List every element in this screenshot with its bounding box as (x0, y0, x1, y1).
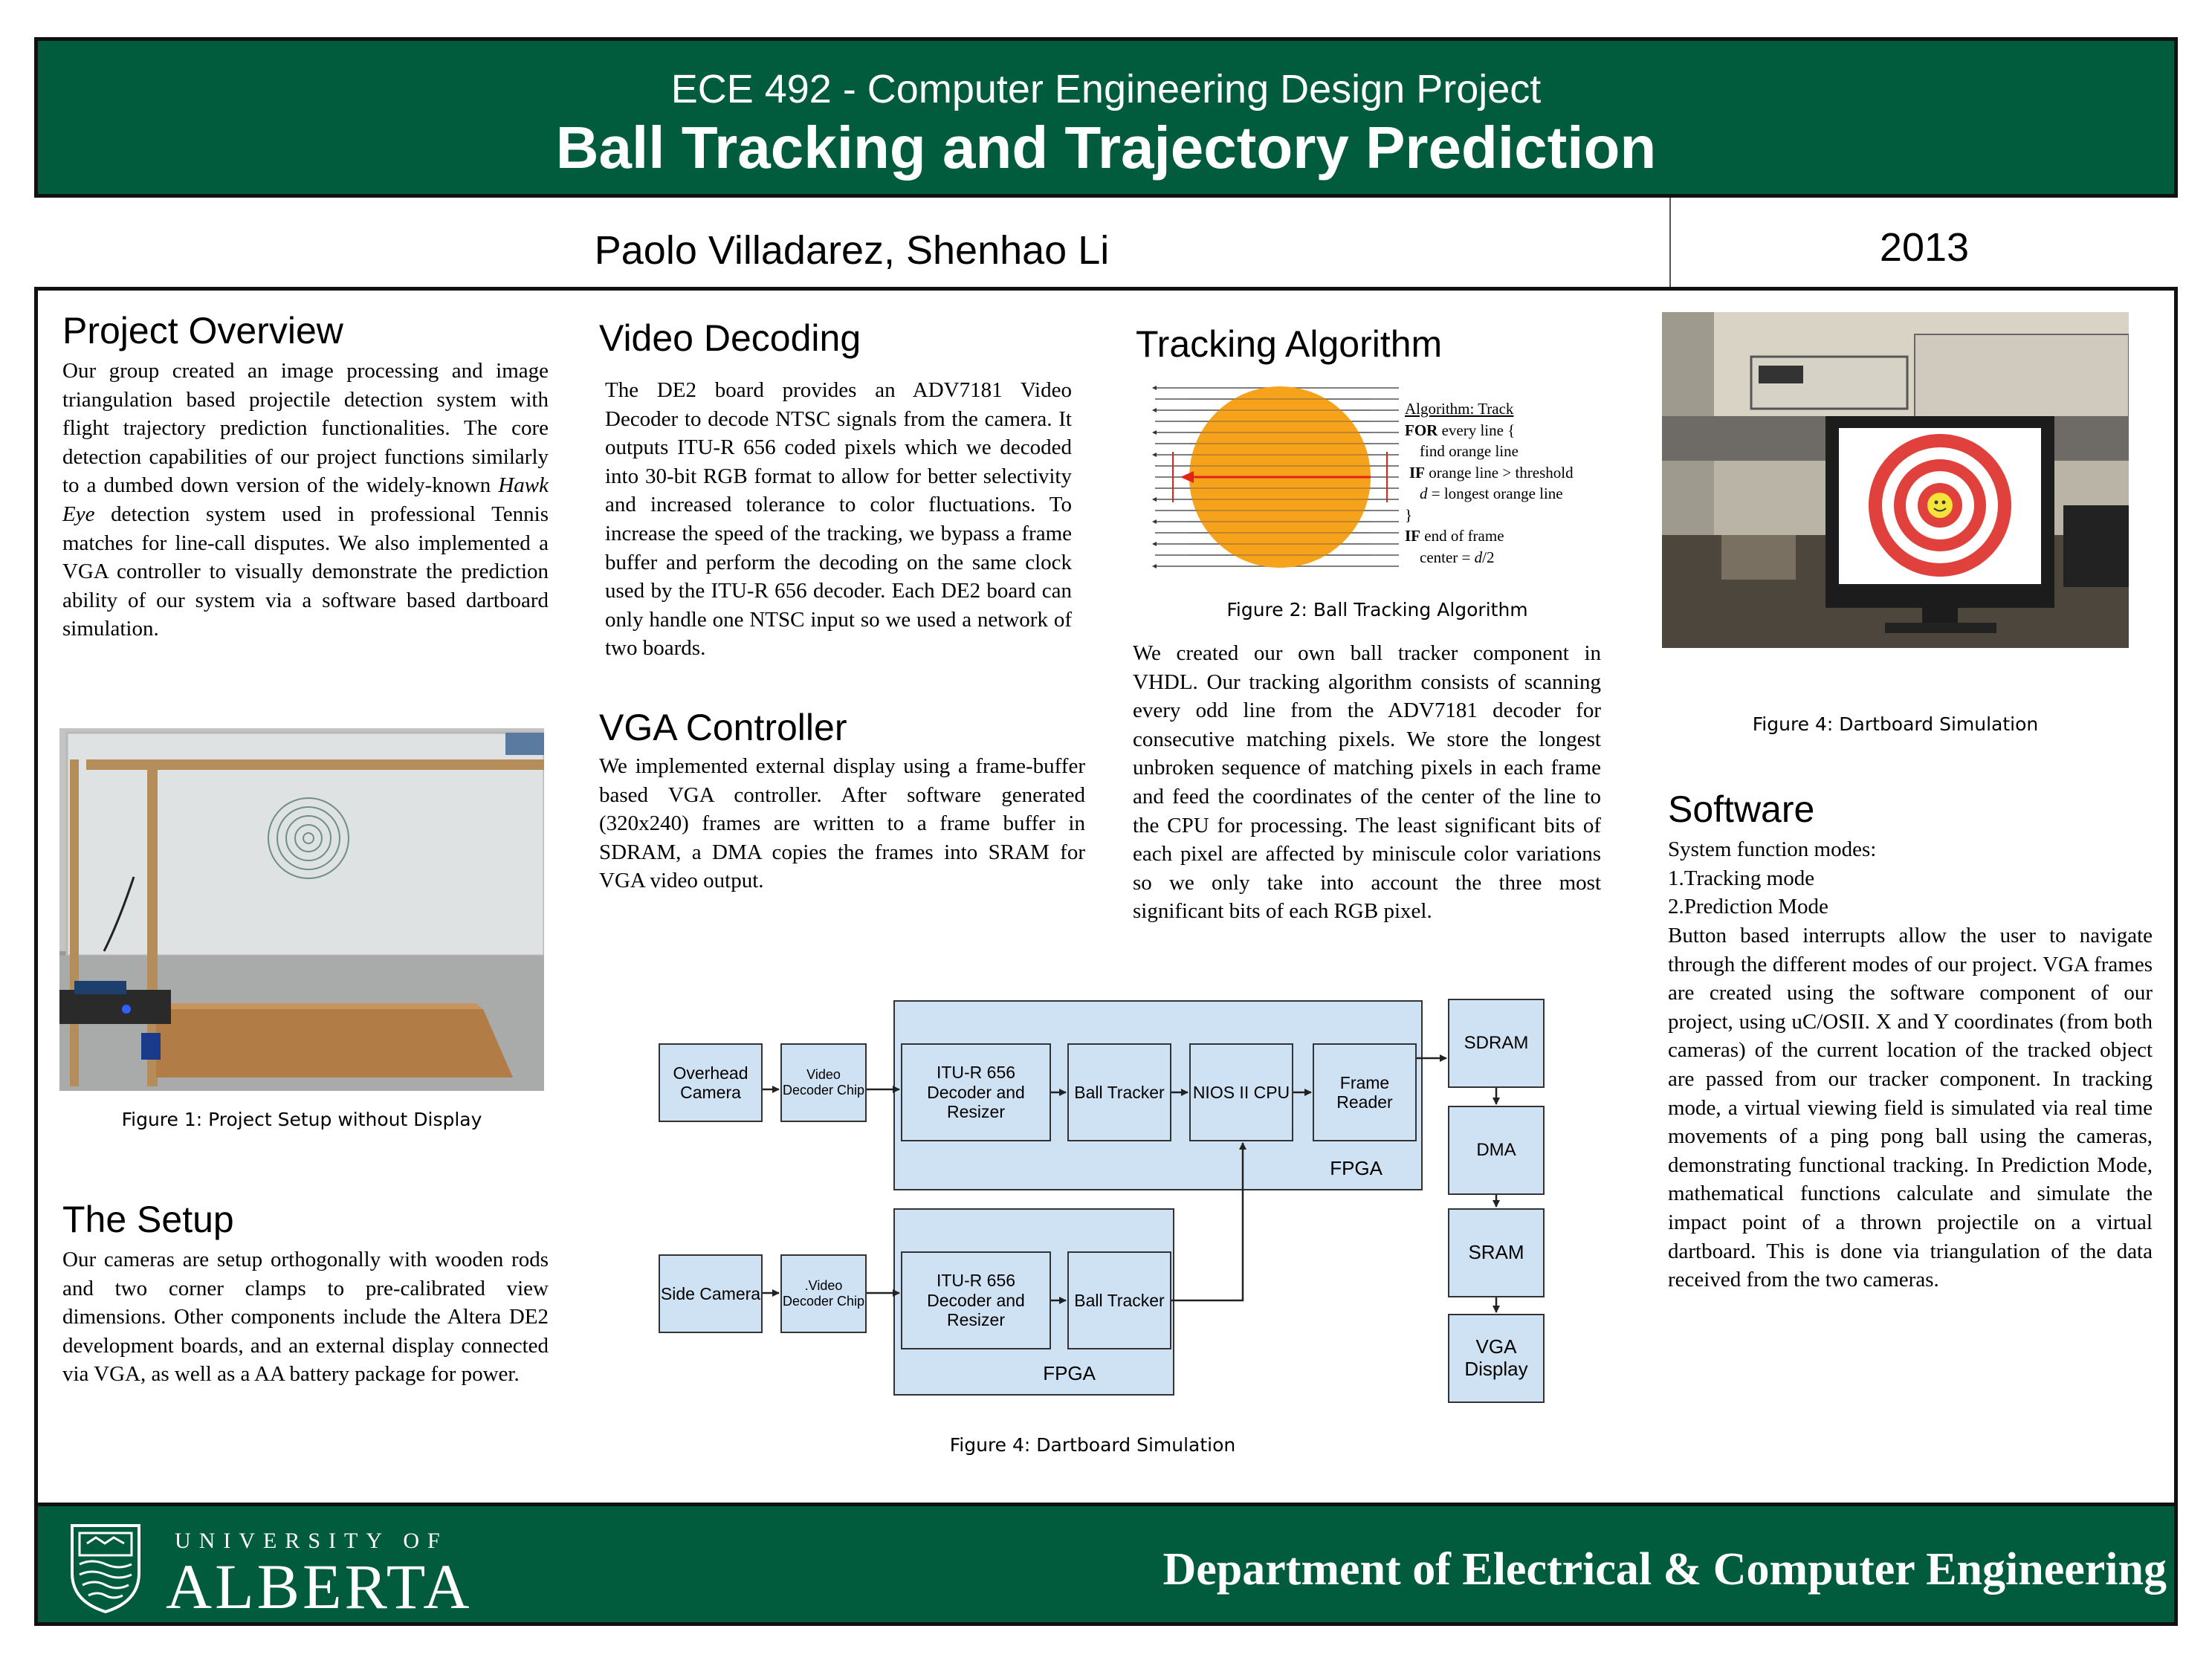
software-line-1: System function modes: (1668, 837, 1877, 861)
video-decoder-chip-block: Video Decoder Chip (780, 1043, 867, 1122)
algorithm-title: Algorithm: Track (1405, 400, 1514, 418)
video-decoding-text: The DE2 board provides an ADV7181 Video Decoder to decode NTSC signals from the camera. It outputs ITU-R 656 coded pixels which we decoded into 30-bit RGB format to allow for better selectivity and increased tolerance to color fluctuations. To increase the speed of the tracking, we bypass a frame buffer and perform the decoding on the same clock used by the ITU-R 656 decoder. Each DE2 board can only handle one NTSC input so we used a network of two boards. (605, 378, 1072, 661)
poster-footer (34, 1503, 2178, 1626)
itu-decoder-block: ITU-R 656 Decoder and Resizer (901, 1043, 1051, 1141)
vga-heading: VGA Controller (599, 707, 847, 748)
author-row (34, 198, 2178, 287)
algorithm-line-2: find orange line (1420, 442, 1519, 460)
department-name: Department of Electrical & Computer Engineering (1162, 1544, 2167, 1595)
sram-block: SRAM (1448, 1208, 1545, 1297)
dartboard-photo-image (1662, 312, 2129, 648)
overview-heading: Project Overview (62, 310, 343, 351)
diagram-caption: Figure 4: Dartboard Simulation (949, 1434, 1236, 1456)
university-crest-icon (66, 1521, 145, 1615)
ball-tracker-block-2: Ball Tracker (1067, 1251, 1171, 1349)
fpga-label-2: FPGA (1043, 1362, 1096, 1384)
ball-scan-figure (1151, 377, 1403, 577)
poster-title: Ball Tracking and Trajectory Prediction (555, 114, 1657, 181)
figure1-caption: Figure 1: Project Setup without Display (121, 1109, 482, 1130)
software-line-3: 2.Prediction Mode (1668, 895, 1828, 919)
algorithm-pseudocode (1405, 398, 1574, 568)
authors: Paolo Villadarez, Shenhao Li (594, 228, 1110, 273)
itu-decoder-block-2: ITU-R 656 Decoder and Resizer (901, 1251, 1051, 1349)
overview-text: Our group created an image processing and image triangulation based projectile detection system with flight trajectory prediction functionalities. The core detection capabilities of our project functions similarly to a dumbed down version of the widely-known Hawk Eye detection system used in professional Tennis matches for line-call disputes. We also implemented a VGA controller to visually demonstrate the prediction ability of our system via a software based dartboard simulation. (62, 359, 549, 641)
algorithm-line-4: d = longest orange line (1420, 485, 1563, 502)
vga-display-block: VGA Display (1448, 1314, 1545, 1403)
dma-block: DMA (1448, 1106, 1545, 1195)
figure2-caption: Figure 2: Ball Tracking Algorithm (1226, 599, 1528, 620)
algorithm-line-7: center = d/2 (1420, 548, 1495, 566)
fpga-label-1: FPGA (1330, 1157, 1382, 1179)
year: 2013 (1879, 225, 1970, 270)
software-text: Button based interrupts allow the user to navigate through the different modes of our project. VGA frames are created using the software component of our project, using uC/OSII. X and Y coordinates (from both cameras) of the current location of the tracked object are passed from our tracker component. In tracking mode, a virtual viewing field is simulated via real time movements of a ping pong ball using the cameras, demonstrating functional tracking. In Prediction Mode, mathematical functions calculate and simulate the impact point of a thrown projectile on a virtual dartboard. This is done via triangulation of the data received from the two cameras. (1668, 924, 2153, 1292)
side-camera-block: Side Camera (659, 1254, 763, 1333)
university-line-2: ALBERTA (166, 1551, 473, 1622)
algorithm-line-3: IF orange line > threshold (1409, 463, 1574, 482)
overhead-camera-block: Overhead Camera (659, 1043, 763, 1122)
tracking-heading: Tracking Algorithm (1136, 323, 1443, 365)
figure4-caption: Figure 4: Dartboard Simulation (1752, 713, 2039, 735)
software-modes (1668, 835, 2153, 921)
algorithm-line-6: IF end of frame (1405, 527, 1504, 545)
ball-tracker-block: Ball Tracker (1067, 1043, 1171, 1141)
vga-text: We implemented external display using a frame-buffer based VGA controller. After software generated (320x240) frames are written to a frame buffer in SDRAM, a DMA copies the frames into SRAM for VGA video output. (599, 754, 1085, 893)
software-line-2: 1.Tracking mode (1668, 866, 1815, 890)
algorithm-line-1: FOR every line { (1405, 421, 1516, 439)
frame-reader-block: Frame Reader (1313, 1043, 1417, 1141)
video-decoder-chip-block-2: .Video Decoder Chip (780, 1254, 867, 1333)
setup-photo (59, 728, 544, 1091)
university-line-1: UNIVERSITY OF (175, 1529, 448, 1553)
setup-heading: The Setup (62, 1199, 234, 1240)
tracking-text: We created our own ball tracker component in VHDL. Our tracking algorithm consists of scanning every odd line from the ADV7181 decoder for consecutive matching pixels. We store the longest unbroken sequence of matching pixels in each frame and feed the coordinates of the center of the line to the CPU for processing. The least significant bits of each pixel are affected by miniscule color variations so we only take into account the three most significant bits of each RGB pixel. (1133, 641, 1601, 924)
course-subtitle: ECE 492 - Computer Engineering Design Project (670, 67, 1542, 111)
video-decoding-heading: Video Decoding (599, 317, 861, 359)
nios-cpu-block: NIOS II CPU (1189, 1043, 1293, 1141)
setup-photo-image (59, 728, 544, 1091)
software-heading: Software (1668, 788, 1815, 830)
setup-text: Our cameras are setup orthogonally with wooden rods and two corner clamps to pre-calibrated view dimensions. Other components include the Altera DE2 development boards, and an external display connected via VGA, as well as a AA battery package for power. (62, 1248, 549, 1387)
algorithm-line-5: } (1405, 505, 1413, 524)
poster-header (34, 37, 2178, 198)
dartboard-photo (1662, 312, 2129, 648)
sdram-block: SDRAM (1448, 999, 1545, 1088)
